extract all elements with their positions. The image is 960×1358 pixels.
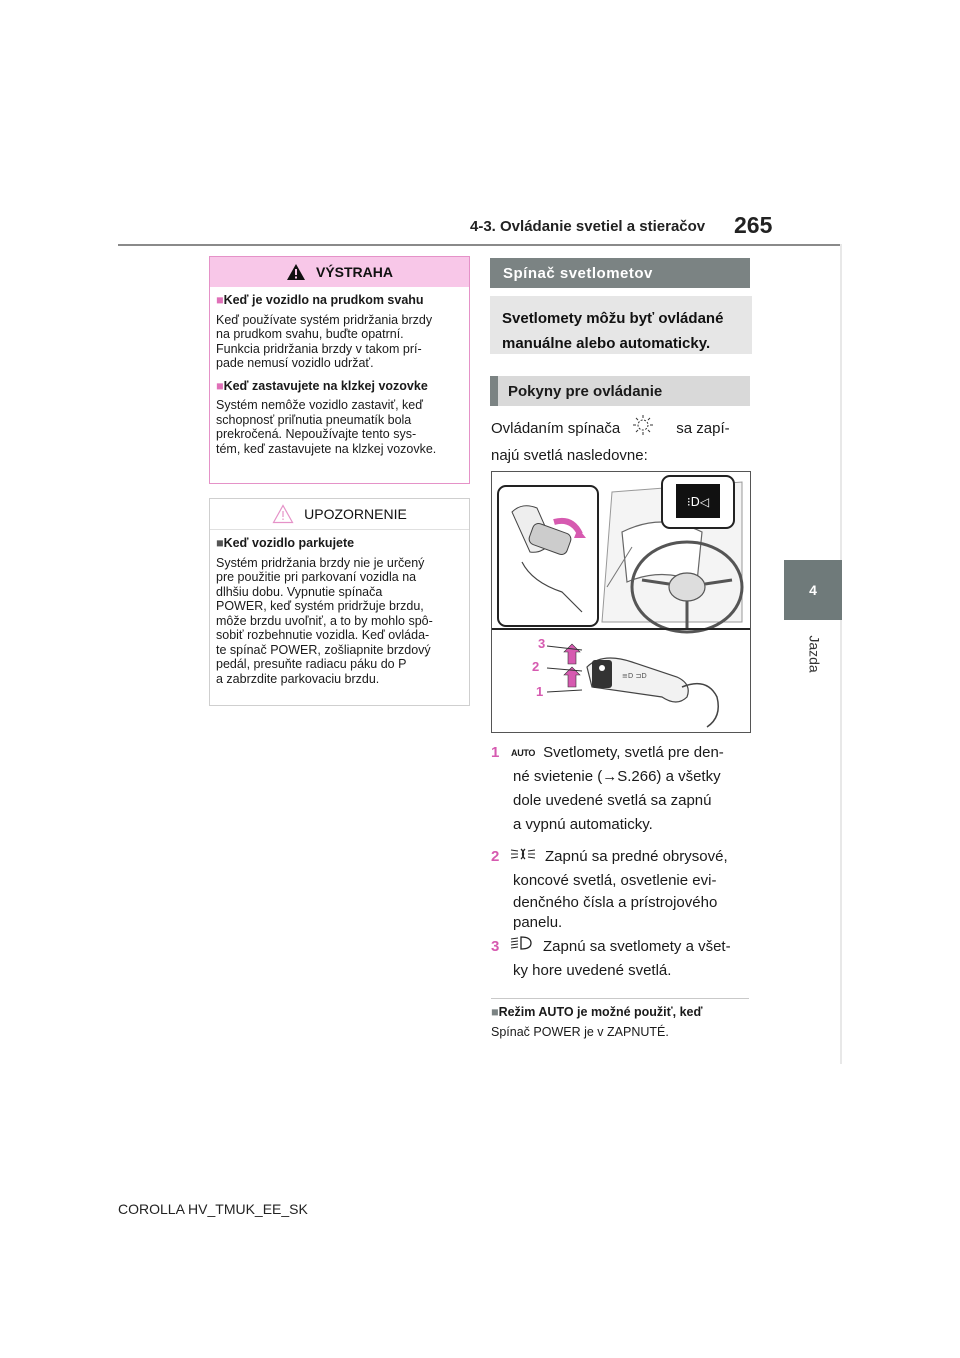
caution-heading-1: ■Keď vozidlo parkujete [216, 536, 355, 550]
note-rule [491, 998, 749, 999]
square-bullet-icon: ■ [216, 378, 224, 393]
warning-heading-2: ■Keď zastavujete na klzkej vozovke [216, 378, 428, 393]
warning-triangle-icon [286, 263, 306, 281]
warning-title: VÝSTRAHA [315, 264, 393, 280]
list-item-2: 2 Zapnú sa predné obrysové, koncové svetlá, osvetlenie evi- denčného čísla a prístrojového panelu. [491, 845, 761, 933]
main-heading: Spínač svetlometov [490, 258, 750, 288]
figure-label-1: 1 [536, 684, 544, 699]
footer-model: COROLLA HV_TMUK_EE_SK [118, 1201, 308, 1217]
caution-body [210, 530, 469, 686]
parking-lights-icon [509, 845, 537, 869]
steering-column-illustration [492, 472, 750, 732]
square-bullet-icon: ■ [216, 536, 224, 550]
note-text: Spínač POWER je v ZAPNUTÉ. [491, 1025, 669, 1039]
caution-box [209, 498, 470, 706]
warning-box [209, 256, 470, 484]
headlight-switch-icon [632, 414, 654, 444]
svg-text:≡D ⊐D: ≡D ⊐D [622, 672, 647, 680]
warning-header [210, 257, 469, 287]
note-heading: ■Režim AUTO je možné použiť, keď [491, 1005, 703, 1019]
page-number: 265 [734, 212, 773, 238]
subheading: Pokyny pre ovládanie [490, 376, 750, 406]
chapter-label: Jazda [806, 635, 823, 673]
warning-body [210, 287, 469, 456]
figure-label-2: 2 [532, 659, 540, 674]
caution-header [210, 499, 469, 530]
square-bullet-icon: ■ [491, 1005, 499, 1019]
svg-text:⁝D◁: ⁝D◁ [686, 495, 710, 509]
figure-label-3: 3 [538, 636, 546, 651]
lead-box: Svetlomety môžu byť ovládané manuálne alebo automaticky. [490, 296, 752, 354]
intro-paragraph: Ovládaním spínača sa zapí- najú svetlá nasledovne: [491, 414, 761, 468]
list-item-1: 1 AUTO Svetlomety, svetlá pre den- né svietenie (→S.266) a všetky dole uvedené svetlá sa zapnú a vypnú automaticky. [491, 741, 761, 837]
caution-title: UPOZORNENIE [304, 506, 407, 522]
section-title: 4-3. Ovládanie svetiel a stieračov [470, 218, 706, 235]
headlights-icon [509, 935, 535, 959]
side-rule [840, 244, 842, 1064]
auto-mode-icon: AUTO [511, 748, 536, 759]
square-bullet-icon: ■ [216, 293, 224, 307]
warning-heading-1: ■Keď je vozidlo na prudkom svahu [216, 293, 424, 307]
list-item-3: 3 Zapnú sa svetlomety a všet- ky hore uvedené svetlá. [491, 935, 761, 983]
header-rule [118, 244, 841, 246]
caution-text-1: Systém pridržania brzdy nie je určený pre použitie pri parkovaní vozidla na dlhšiu dobu. Vypnutie spínača POWER, keď systém pridržuje brzdu, môže brzdu uvoľniť, a to by mohlo spô- sobiť rozbehnutie vozidla. Keď ovláda- te spínač POWER, zošliapnite brzdový pedál, presuňte radiacu páku do P a zabrzdite parkovaciu brzdu. [216, 555, 433, 686]
warning-text-2: Systém nemôže vozidlo zastaviť, keď schopnosť priľnutia pneumatík bola prekročená. Nepoužívajte tento sys- tém, keď zastavujete na klzkej vozovke. [216, 398, 437, 456]
caution-triangle-icon [272, 504, 294, 524]
chapter-tab[interactable]: 4 [784, 560, 842, 620]
warning-text-1: Keď používate systém pridržania brzdy na prudkom svahu, buďte opatrní. Funkcia pridržania brzdy v takom prí- pade nemusí vozidlo udržať. [216, 312, 433, 370]
headlight-switch-figure [491, 471, 751, 733]
